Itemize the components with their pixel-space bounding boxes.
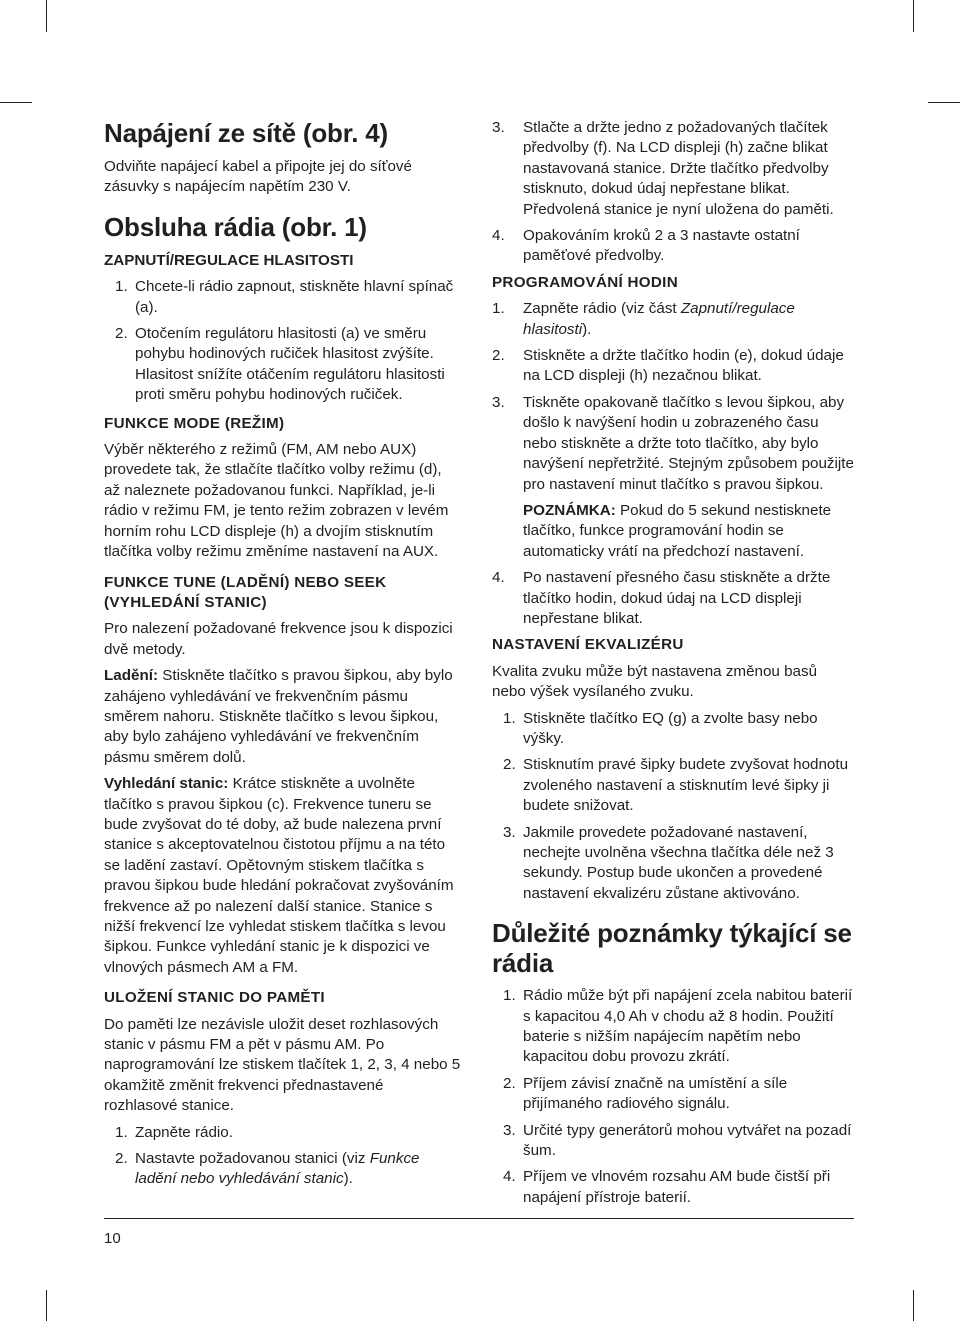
list-text [523, 299, 854, 340]
list-item [503, 1121, 854, 1162]
list-text: Stiskněte tlačítko EQ (g) a zvolte basy nebo výšky. [523, 709, 818, 747]
list-text-main: Tiskněte opakovaně tlačítko s levou šipkou, aby došlo k navýšení hodin u zobrazeného času nebo stiskněte a držte toto tlačítko, aby bylo navýšení nepřetržité. Stejným způsobem použijte pro nastavení minut tlačítko s pravou šipkou. [523, 393, 854, 493]
ulozeni-list-right [492, 118, 854, 267]
list-item [503, 1167, 854, 1208]
list-text: Po nastavení přesného času stiskněte a držte tlačítko hodin, dokud údaj na LCD displeji nepřestane blikat. [523, 569, 831, 627]
list-number: 2. [503, 1074, 516, 1092]
left-column [104, 112, 461, 1196]
list-item [503, 709, 854, 750]
list-item [492, 226, 854, 267]
crop-mark [0, 102, 32, 103]
list-text: Stiskněte a držte tlačítko hodin (e), dokud údaje na LCD displeji (h) nezačnou blikat. [523, 347, 844, 385]
list-number: 1. [503, 987, 516, 1005]
list-number: 1. [115, 1123, 128, 1141]
list-number: 3. [503, 1121, 516, 1139]
dulezite-list [503, 986, 854, 1208]
subheading-tune: FUNKCE TUNE (LADĚNÍ) NEBO SEEK (VYHLEDÁNÍ STANIC) [104, 573, 387, 611]
list-number: 3. [503, 823, 516, 841]
list-text: Příjem ve vlnovém rozsahu AM bude čistší při napájení přístroje baterií. [523, 1168, 831, 1206]
list-text: Stlačte a držte jedno z požadovaných tlačítek předvolby (f). Na LCD displeji (h) začne blikat nastavovaná stanice. Držte tlačítko předvolby stisknuto, dokud údaj nepřestane blikat. Předvolená stanice je nyní uložena do paměti. [523, 119, 834, 218]
list-number: 3. [492, 119, 505, 136]
note-paragraph [523, 501, 854, 562]
list-text-italic: Zapnutí/regulace hlasitosti [523, 300, 795, 338]
list-item [115, 1149, 461, 1190]
subheading-ekv: NASTAVENÍ EKVALIZÉRU [492, 636, 684, 654]
list-number: 2. [115, 1150, 128, 1168]
section-title-napajeni: Napájení ze sítě (obr. 4) [104, 118, 388, 148]
list-item [115, 1123, 461, 1143]
ekv-paragraph: Kvalita zvuku může být nastavena změnou basů nebo výšek vysílaného zvuku. [492, 662, 818, 701]
note-text: Pokud do 5 sekund nestisknete tlačítko, funkce programování hodin se automaticky vrátí na předchozí nastavení. [523, 501, 832, 560]
right-column [492, 118, 854, 1214]
list-item [115, 277, 461, 318]
napajeni-paragraph: Odviňte napájecí kabel a připojte jej do síťové zásuvky s napájecím napětím 230 V. [104, 158, 412, 196]
tune-paragraph: Pro nalezení požadované frekvence jsou k dispozici dvě metody. [104, 620, 453, 658]
ulozeni-list-left [115, 1123, 461, 1190]
list-item [492, 393, 854, 562]
list-text: Zapněte rádio. [135, 1123, 233, 1141]
ladeni-text: Stiskněte tlačítko s pravou šipkou, aby bylo zahájeno vyhledávání ve frekvenčním pásmu směrem nahoru. Stiskněte tlačítko s levou šipkou, aby bylo zahájeno vyhledávání ve frekvenčním pásmu směrem dolů. [104, 667, 453, 766]
list-item [115, 324, 461, 406]
list-number: 2. [115, 325, 128, 343]
list-text [523, 393, 854, 562]
list-text: Otočením regulátoru hlasitosti (a) ve směru pohybu hodinových ručiček hlasitost zvýšíte. Hlasitost snížíte otáčením regulátoru hlasitosti proti směru pohybu hodinových ručiček. [135, 325, 445, 404]
ladeni-paragraph [104, 666, 461, 768]
ulozeni-paragraph: Do paměti lze nezávisle uložit deset rozhlasových stanic v pásmu FM a pět v pásmu AM. Po naprogramování lze stiskem tlačítek 1, 2, 3, 4 nebo 5 okamžitě změnit frekvenci přednastavené rozhlasové stanice. [104, 1015, 461, 1115]
ekv-list [503, 709, 854, 905]
list-text: Rádio může být při napájení zcela nabitou baterií s kapacitou 4,0 Ah v chodu až 8 hodin. Použití baterie s nižším napájecím napětím nebo kapacitou dobu provozu zkrátí. [523, 987, 853, 1066]
mode-paragraph: Výběr některého z režimů (FM, AM nebo AUX) provedete tak, že stlačíte tlačítko volby režimu (d), až naleznete požadovanou funkci. Například, je-li rádio v režimu FM, je tento režim zobrazen v levém horním rohu LCD displeje (h) a dvojím stisknutím tlačítka volby režimu změníme nastavení na AUX. [104, 441, 449, 561]
list-number: 1. [115, 278, 128, 296]
section-title-dulezite: Důležité poznámky týkající se rádia [492, 918, 852, 979]
list-number: 3. [492, 393, 505, 411]
list-text: Stisknutím pravé šipky budete zvyšovat hodnotu zvoleného nastavení a stisknutím levé šipky ji budete snižovat. [523, 756, 849, 815]
list-number: 4. [503, 1168, 516, 1186]
page-number: 10 [104, 1230, 121, 1247]
list-number: 2. [492, 347, 505, 365]
list-item [492, 346, 854, 387]
vyhledani-text: Krátce stiskněte a uvolněte tlačítko s pravou šipkou (c). Frekvence tuneru se bude zvyšovat do té doby, až bude nalezena první stanice s akceptovatelnou čistotou příjmu a na této se ladění zastaví. Opětovným stiskem tlačítka s pravou šipkou bude hledání pokračovat zvyšováním frekvence až po nalezení další stanice. Stanice s nižší frekvencí lze vyhledat stiskem tlačítka s levou šipkou. Funkce vyhledání stanic je k dispozici ve vlnových pásmech AM a FM. [104, 775, 454, 976]
list-text-post: ). [582, 320, 592, 338]
list-number: 4. [492, 227, 505, 245]
footer-rule [104, 1218, 854, 1219]
crop-mark [913, 1290, 914, 1321]
list-number: 4. [492, 569, 505, 587]
list-text-pre: Nastavte požadovanou stanici (viz [135, 1150, 370, 1168]
list-item [503, 755, 854, 816]
list-number: 1. [503, 709, 516, 727]
list-item [492, 118, 854, 220]
list-text: Chcete-li rádio zapnout, stiskněte hlavní spínač (a). [135, 278, 454, 316]
vyhledani-label: Vyhledání stanic: [104, 775, 229, 793]
note-label: POZNÁMKA: [523, 501, 616, 519]
list-item [503, 1074, 854, 1115]
list-item [492, 568, 854, 629]
list-item [503, 823, 854, 905]
list-text-pre: Zapněte rádio (viz část [523, 300, 681, 318]
subheading-zapnuti: ZAPNUTÍ/REGULACE HLASITOSTI [104, 251, 354, 269]
crop-mark [46, 1290, 47, 1321]
vyhledani-paragraph [104, 774, 461, 978]
list-item [492, 299, 854, 340]
list-text: Příjem závisí značně na umístění a síle přijímaného radiového signálu. [523, 1074, 788, 1113]
subheading-mode: FUNKCE MODE (REŽIM) [104, 414, 285, 432]
list-text: Jakmile provedete požadované nastavení, nechejte uvolněna všechna tlačítka déle než 3 sekundy. Postup bude ukončen a provedené nastavení ekvalizéru zůstane aktivováno. [523, 823, 834, 902]
list-text: Určité typy generátorů mohou vytvářet na pozadí šum. [523, 1121, 852, 1160]
list-item [503, 986, 854, 1068]
crop-mark [46, 0, 47, 32]
list-text [135, 1149, 461, 1190]
subheading-hodin: PROGRAMOVÁNÍ HODIN [492, 273, 678, 291]
crop-mark [928, 102, 960, 103]
section-title-obsluha: Obsluha rádia (obr. 1) [104, 211, 367, 242]
ladeni-label: Ladění: [104, 667, 159, 685]
zapnuti-list [115, 277, 461, 405]
list-text-italic: Funkce ladění nebo vyhledávání stanic [135, 1150, 420, 1188]
list-number: 1. [492, 300, 505, 318]
subheading-ulozeni: ULOŽENÍ STANIC DO PAMĚTI [104, 989, 325, 1007]
crop-mark [913, 0, 914, 32]
list-text: Opakováním kroků 2 a 3 nastavte ostatní paměťové předvolby. [523, 227, 800, 265]
list-number: 2. [503, 756, 516, 774]
list-text-post: ). [343, 1170, 353, 1188]
hodin-list [492, 299, 854, 629]
